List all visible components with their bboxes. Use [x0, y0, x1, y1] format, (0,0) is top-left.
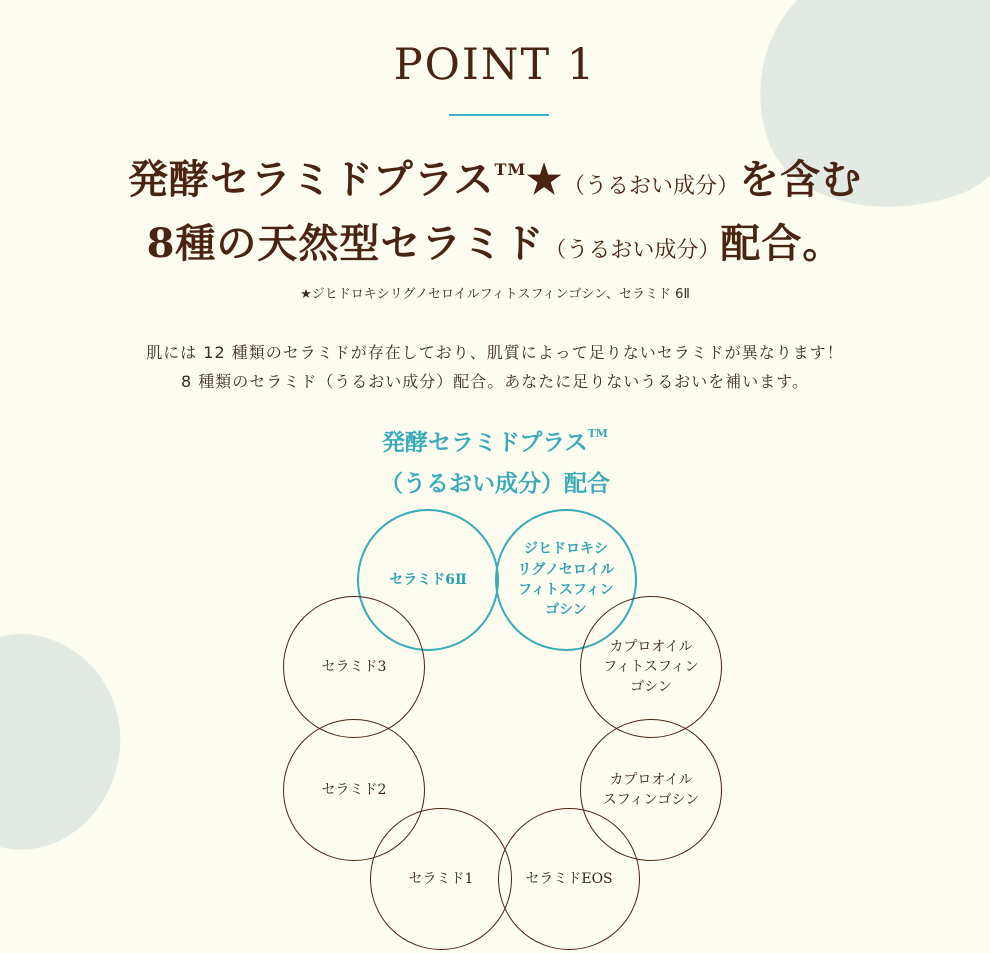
circle-label: ジヒドロキシ リグノセロイル フィトスフィン ゴシン	[517, 541, 615, 619]
circle-label: セラミド1	[408, 870, 474, 887]
headline-paren-1: （うるおい成分）	[563, 174, 740, 199]
body-text-line-2: 8 種類のセラミド（うるおい成分）配合。あなたに足りないうるおいを補います。	[181, 372, 809, 391]
diagram-title-line-1	[0, 424, 990, 457]
circle-label: カプロオイル フィトスフィン ゴシン	[603, 638, 699, 696]
star-mark: ★	[526, 156, 564, 203]
circle-label: セラミド2	[321, 781, 387, 798]
point-title: POINT 1	[393, 40, 597, 90]
circle-ceramide-eos	[498, 808, 640, 950]
decorative-blob-bottom-left	[0, 620, 137, 865]
circle-label: カプロオイル スフィンゴシン	[602, 771, 700, 808]
headline-tail-1: を含む	[739, 156, 863, 203]
headline-tail-2: 配合。	[720, 220, 844, 267]
circle-ceramide-3	[283, 596, 425, 738]
body-text-line-1: 肌には 12 種類のセラミドが存在しており、肌質によって足りないセラミドが異なります！	[146, 343, 844, 362]
circle-label: セラミド3	[321, 658, 387, 675]
circle-ceramide-1	[370, 808, 512, 950]
title-divider	[449, 114, 549, 116]
headline-main-1: 発酵セラミドプラス	[127, 156, 495, 203]
headline-main-2: 8種の天然型セラミド	[146, 220, 545, 267]
diagram-title-main: 発酵セラミドプラス	[382, 429, 588, 456]
circle-caprooyl-phytosphingosine	[580, 596, 722, 738]
headline-line-2	[0, 212, 990, 269]
footnote: ★ジヒドロキシリグノセロイルフィトスフィンゴシン、セラミド 6Ⅱ	[300, 287, 690, 302]
headline-paren-2: （うるおい成分）	[544, 238, 721, 263]
circle-label: セラミドEOS	[525, 870, 613, 887]
decorative-blob-top-right	[725, 0, 990, 246]
diagram-trademark: TM	[587, 427, 608, 440]
circle-label: セラミド6Ⅱ	[389, 571, 467, 588]
trademark-mark: TM	[494, 160, 527, 179]
headline-line-1	[0, 148, 990, 205]
diagram-title-line-2: （うるおい成分）配合	[380, 470, 610, 497]
